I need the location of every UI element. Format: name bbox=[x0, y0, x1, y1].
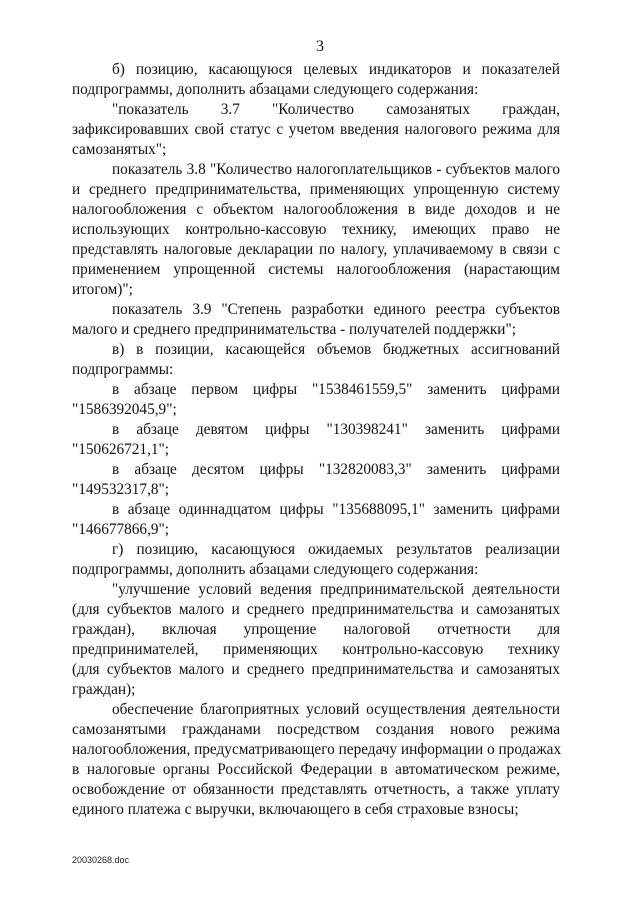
text-line: подпрограммы, дополнить абзацами следующего содержания: bbox=[72, 561, 479, 578]
text-line: налогообложения с объектом налогообложения в виде доходов и не bbox=[72, 201, 560, 218]
text-line: в налоговые органы Российской Федерации в автоматическом режиме, bbox=[72, 761, 560, 778]
paragraph bbox=[72, 500, 560, 540]
paragraph bbox=[72, 100, 560, 160]
paragraph bbox=[72, 580, 560, 700]
text-line: в) в позиции, касающейся объемов бюджетных ассигнований bbox=[112, 341, 560, 358]
text-line: "1586392045,9"; bbox=[72, 401, 177, 418]
text-line: единого платежа с выручки, включающего в себя страховые взносы; bbox=[72, 801, 519, 818]
text-line: "146677866,9"; bbox=[72, 521, 170, 538]
text-line: в абзаце первом цифры "1538461559,5" заменить цифрами bbox=[112, 381, 560, 398]
text-line: "149532317,8"; bbox=[72, 481, 170, 498]
text-line: обеспечение благоприятных условий осуществления деятельности bbox=[112, 701, 560, 718]
paragraph bbox=[72, 380, 560, 420]
text-line: г) позицию, касающуюся ожидаемых результатов реализации bbox=[112, 541, 560, 558]
text-line: б) позицию, касающуюся целевых индикаторов и показателей bbox=[112, 61, 560, 78]
paragraph bbox=[72, 60, 560, 100]
paragraph bbox=[72, 160, 560, 300]
file-name-footer: 20030268.doc bbox=[72, 855, 130, 865]
text-line: и среднего предпринимательства, применяющих упрощенную систему bbox=[72, 181, 560, 198]
text-line: в абзаце девятом цифры "130398241" заменить цифрами bbox=[112, 421, 560, 438]
text-line: "улучшение условий ведения предпринимательской деятельности bbox=[112, 581, 560, 598]
paragraph bbox=[72, 420, 560, 460]
text-line: показатель 3.8 "Количество налогоплательщиков - субъектов малого bbox=[112, 161, 560, 178]
paragraph bbox=[72, 460, 560, 500]
text-line: граждан), включая упрощение налоговой отчетности для bbox=[72, 621, 560, 638]
text-line: граждан); bbox=[72, 681, 136, 698]
text-line: представлять налоговые декларации по налогу, уплачиваемому в связи с bbox=[72, 241, 560, 258]
text-line: "показатель 3.7 "Количество самозанятых граждан, bbox=[112, 101, 560, 118]
paragraph bbox=[72, 340, 560, 380]
text-line: использующих контрольно-кассовую технику, имеющих право не bbox=[72, 221, 560, 238]
text-line: показатель 3.9 "Степень разработки единого реестра субъектов bbox=[112, 301, 560, 318]
text-line: подпрограммы, дополнить абзацами следующего содержания: bbox=[72, 81, 479, 98]
text-line: в абзаце десятом цифры "132820083,3" заменить цифрами bbox=[112, 461, 560, 478]
text-line: применением упрощенной системы налогообложения (нарастающим bbox=[72, 261, 560, 278]
text-line: зафиксировавших свой статус с учетом введения налогового режима для bbox=[72, 121, 560, 138]
text-line: (для субъектов малого и среднего предпринимательства и самозанятых bbox=[72, 601, 560, 618]
paragraph bbox=[72, 700, 560, 820]
paragraph bbox=[72, 300, 560, 340]
text-line: в абзаце одиннадцатом цифры "135688095,1" заменить цифрами bbox=[112, 501, 560, 518]
text-line: налогообложения, предусматривающего передачу информации о продажах bbox=[72, 741, 562, 758]
text-line: самозанятых"; bbox=[72, 141, 167, 158]
paragraph bbox=[72, 540, 560, 580]
text-line: подпрограммы: bbox=[72, 361, 174, 378]
document-body bbox=[72, 60, 560, 820]
text-line: предпринимателей, применяющих контрольно-кассовую технику bbox=[72, 641, 560, 658]
text-line: малого и среднего предпринимательства - получателей поддержки"; bbox=[72, 321, 516, 338]
text-line: самозанятыми гражданами посредством создания нового режима bbox=[72, 721, 560, 738]
page-number: 3 bbox=[316, 38, 324, 55]
text-line: "150626721,1"; bbox=[72, 441, 170, 458]
text-line: освобождение от обязанности представлять отчетность, а также уплату bbox=[72, 781, 560, 798]
text-line: (для субъектов малого и среднего предпринимательства и самозанятых bbox=[72, 661, 560, 678]
text-line: итогом)"; bbox=[72, 281, 133, 298]
